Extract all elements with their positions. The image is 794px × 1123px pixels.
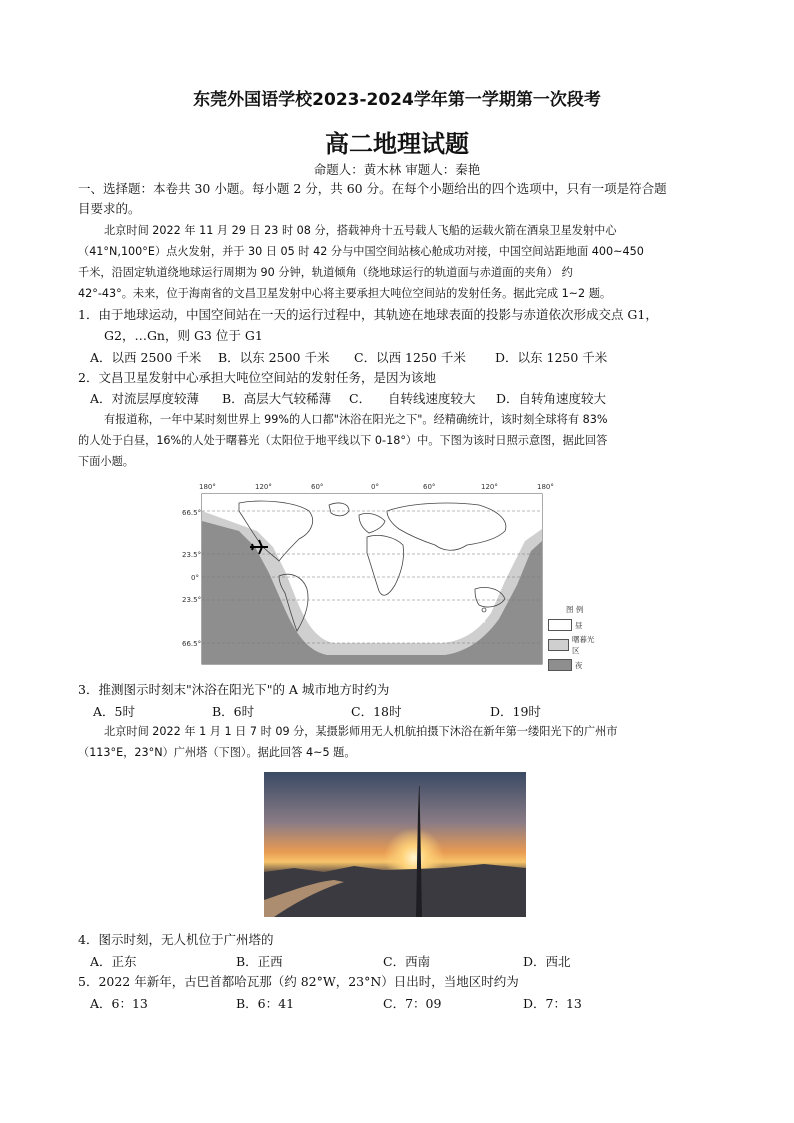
q3-option-a: A．5时 xyxy=(93,704,135,719)
legend-swatch-twilight xyxy=(548,639,569,651)
legend-item-night xyxy=(548,659,598,671)
passage1-line: 42°-43°。未来，位于海南省的文昌卫星发射中心将主要承担大吨位空间站的发射任务。据此完成 1~2 题。 xyxy=(78,287,612,300)
point-a-marker xyxy=(482,608,486,612)
legend-swatch-day xyxy=(548,619,572,631)
q4-option-d: D．西北 xyxy=(523,954,571,969)
q5-stem: 5．2022 年新年，古巴首都哈瓦那（约 82°W，23°N）日出时，当地区时约为 xyxy=(78,974,519,989)
canton-tower-photo xyxy=(264,772,526,917)
section-instructions: 一、选择题：本卷共 30 小题。每小题 2 分，共 60 分。在每个小题给出的四个选项中，只有一项是符合题 xyxy=(78,181,667,196)
q3-option-b: B．6时 xyxy=(212,704,255,719)
exam-subject-title: 高二地理试题 xyxy=(325,130,469,158)
legend-item-twilight xyxy=(548,634,598,656)
legend-label-twilight: 曙暮光区 xyxy=(572,635,595,655)
q5-option-d: D．7：13 xyxy=(523,996,582,1011)
exam-school-title: 东莞外国语学校2023-2024学年第一学期第一次段考 xyxy=(193,90,601,110)
legend-label-day: 昼 xyxy=(575,620,583,630)
map-lat-label: 0° xyxy=(191,574,199,582)
map-lon-label: 0° xyxy=(371,483,379,491)
map-lat-label: 23.5° xyxy=(182,596,202,604)
passage3-line: 北京时间 2022 年 1 月 1 日 7 时 09 分，某摄影师用无人机航拍摄下沐浴在新年第一缕阳光下的广州市 xyxy=(104,725,618,738)
map-legend-box xyxy=(548,604,598,671)
map-lon-label: 180° xyxy=(537,483,554,491)
map-lon-label: 60° xyxy=(311,483,324,491)
map-lon-label: 120° xyxy=(255,483,272,491)
q1-option-a: A．以西 2500 千米 xyxy=(90,350,202,365)
map-lat-label: 66.5° xyxy=(182,640,202,648)
passage3-line: （113°E，23°N）广州塔（下图）。据此回答 4~5 题。 xyxy=(78,746,356,759)
legend-label-night: 夜 xyxy=(575,660,583,670)
q2-option-a: A．对流层厚度较薄 xyxy=(90,391,200,406)
q2-option-b: B．高层大气较稀薄 xyxy=(222,391,332,406)
passage1-line: 千米，沿固定轨道绕地球运行周期为 90 分钟，轨道倾角（绕地球运行的轨道面与赤道面的夹角） 约 xyxy=(78,266,573,279)
illumination-map xyxy=(182,481,559,666)
q1-stem-cont: G2，…Gn，则 G3 位于 G1 xyxy=(104,328,263,343)
map-lat-label: 66.5° xyxy=(182,509,202,517)
passage1-line: （41°N,100°E）点火发射，并于 30 日 05 时 42 分与中国空间站核心舱成功对接，中国空间站距地面 400~450 xyxy=(78,245,644,258)
passage2-line: 下面小题。 xyxy=(78,455,134,468)
exam-authors: 命题人：黄木林 审题人：秦艳 xyxy=(313,162,481,177)
map-lon-label: 180° xyxy=(199,483,216,491)
map-lon-label: 120° xyxy=(481,483,498,491)
q1-option-d: D．以东 1250 千米 xyxy=(495,350,608,365)
map-lon-label: 60° xyxy=(423,483,436,491)
q5-option-c: C．7：09 xyxy=(383,996,442,1011)
q1-stem: 1．由于地球运动，中国空间站在一天的运行过程中，其轨迹在地球表面的投影与赤道依次形成交点 G1， xyxy=(78,307,658,322)
q2-option-c-text: 自转线速度较大 xyxy=(388,391,476,406)
q5-option-b: B．6：41 xyxy=(236,996,295,1011)
section-instructions-cont: 目要求的。 xyxy=(78,201,141,216)
map-lat-label: 23.5° xyxy=(182,551,202,559)
q4-option-b: B．正西 xyxy=(236,954,283,969)
q2-option-c: C． xyxy=(349,391,372,406)
passage2-line: 有报道称，一年中某时刻世界上 99%的人口都"沐浴在阳光之下"。经精确统计，该时刻全球将有 83% xyxy=(104,413,608,426)
q4-option-c: C．西南 xyxy=(383,954,431,969)
q5-option-a: A．6：13 xyxy=(90,996,148,1011)
q3-stem: 3．推测图示时刻末"沐浴在阳光下"的 A 城市地方时约为 xyxy=(78,682,390,697)
legend-title: 图 例 xyxy=(566,605,584,614)
q2-option-d: D．自转角速度较大 xyxy=(496,391,607,406)
q4-option-a: A．正东 xyxy=(90,954,137,969)
q3-option-d: D．19时 xyxy=(490,704,541,719)
legend-item-day xyxy=(548,619,598,631)
q1-option-c: C．以西 1250 千米 xyxy=(354,350,466,365)
q3-option-c: C．18时 xyxy=(351,704,402,719)
q4-stem: 4．图示时刻，无人机位于广州塔的 xyxy=(78,932,274,947)
q2-stem: 2．文昌卫星发射中心承担大吨位空间站的发射任务，是因为该地 xyxy=(78,370,436,385)
point-a-label: A xyxy=(480,616,486,625)
passage2-line: 的人处于白昼，16%的人处于曙暮光（太阳位于地平线以下 0-18°）中。下图为该时日照示意图，据此回答 xyxy=(78,434,608,447)
q1-option-b: B．以东 2500 千米 xyxy=(218,350,330,365)
passage1-line: 北京时间 2022 年 11 月 29 日 23 时 08 分，搭载神舟十五号载人飞船的运载火箭在酒泉卫星发射中心 xyxy=(104,224,617,237)
legend-swatch-night xyxy=(548,659,572,671)
